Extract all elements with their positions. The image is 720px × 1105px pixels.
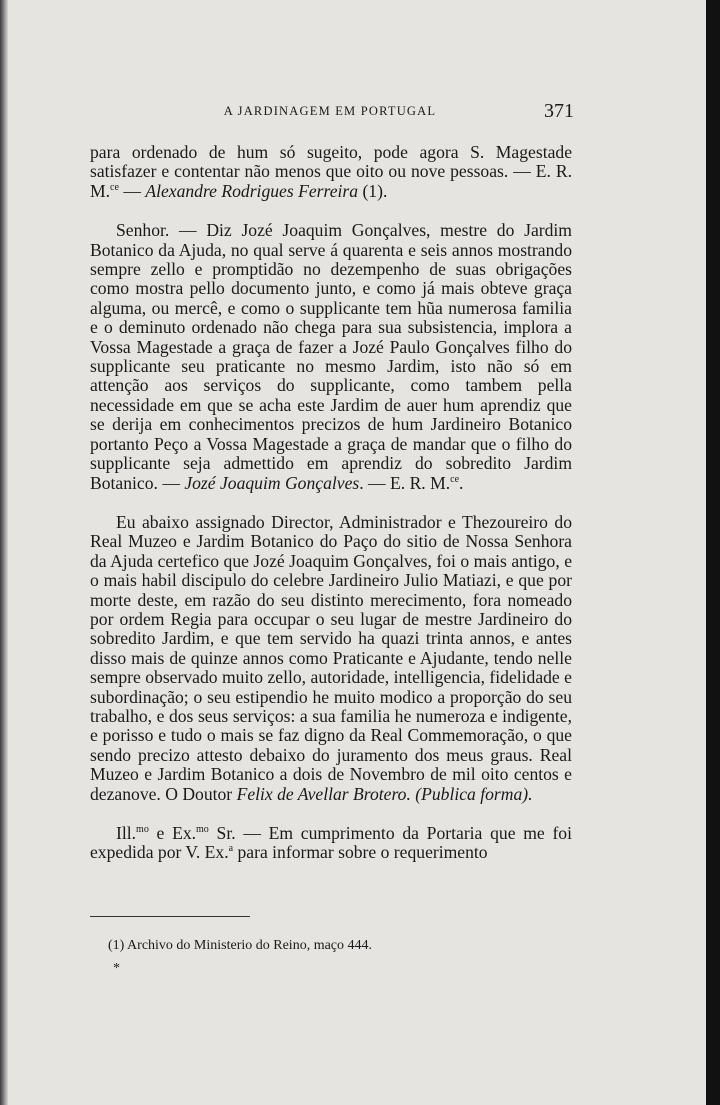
scan-border-right — [706, 0, 720, 1105]
petitioner-signature: Jozé Joaquim Gonçalves — [184, 472, 360, 493]
director-signature: Felix de Avellar Brotero. — [236, 783, 411, 804]
footnote-divider — [90, 916, 250, 917]
footnote: (1) Archivo do Ministerio do Reino, maço 444. — [108, 938, 373, 953]
running-header: A JARDINAGEM EM PORTUGAL — [223, 104, 437, 118]
page-number: 371 — [544, 100, 574, 122]
paragraph-2: Senhor. — Diz Jozé Joaquim Gonçalves, mestre do Jardim Botanico da Ajuda, no qual serve á quarenta e seis annos mostrando sempre zello e promptidão no dezempenho de suas obrigações como mostra pello documento junto, e como já mais obteve graça alguma, ou mercê, e como o supplicante tem hũa numerosa familia e o deminuto ordenado não chega para sua subsistencia, implora a Vossa Magestade a graça de fazer a Jozé Paulo Gonçalves filho do supplicante seu praticante no mesmo Jardim, isto não só em attenção aos serviços do supplicante, como tambem pella necessidade em que se acha este Jardim de auer hum aprendiz que se derija em conhecimentos precizos de hum Jardineiro Botanico portanto Peço a Vossa Magestade a graça de mandar que o filho do supplicante seja admettido em aprendiz do sobredito Jardim Botanico. — Jozé Joaquim Gonçalves. — E. R. M.$^{ce}$. — [90, 220, 572, 493]
paragraph-3: Eu abaixo assignado Director, Administrador e Thezoureiro do Real Muzeo e Jardim Botanico do Paço do sitio de Nossa Senhora da Ajuda certefico que Jozé Joaquim Gonçalves, foi o mais antigo, e o mais habil discipulo do celebre Jardineiro Julio Matiazi, e que por morte deste, em razão do seu distinto merecimento, fora nomeado por ordem Regia para occupar o seu lugar de mestre Jardineiro do sobredito Jardim, e que tem servido ha quazi trinta annos, e antes disso mais de quinze annos como Praticante e Ajudante, tendo nelle sempre observado muito zello, autoridade, intelligencia, fidelidade e subordinação; o seu estipendio he muito modico a proporção do seu trabalho, e dos seus serviços: a sua familia he numeroza e indigente, e porisso e tudo o mais se faz digno da Real Commemoração, o que sendo precizo attesto debaixo do juramento dos meus graus. Real Muzeo e Jardim Botanico a dois de Novembro de mil oito centos e dezanove. O Doutor Felix de Avellar Brotero. (Publica forma). — [90, 511, 572, 804]
author-signature: Alexandre Rodrigues Ferreira — [145, 180, 359, 201]
paragraph-1: para ordenado de hum só sugeito, pode agora S. Magestade satisfazer e contentar não menos que oito ou nove pessoas. — E. R. M.$^{ce}$ — Alexandre Rodrigues Ferreira (1). — [90, 142, 572, 201]
signature-mark: * — [113, 961, 120, 976]
main-text — [90, 143, 572, 863]
page-shadow-left — [0, 0, 8, 1105]
publica-forma: (Publica forma). — [415, 783, 533, 804]
paragraph-4: Ill.$^{mo}$ e Ex.$^{mo}$ Sr. — Em cumprimento da Portaria que me foi expedida por V. Ex.$^a$ para informar sobre o requerimento — [90, 823, 572, 863]
